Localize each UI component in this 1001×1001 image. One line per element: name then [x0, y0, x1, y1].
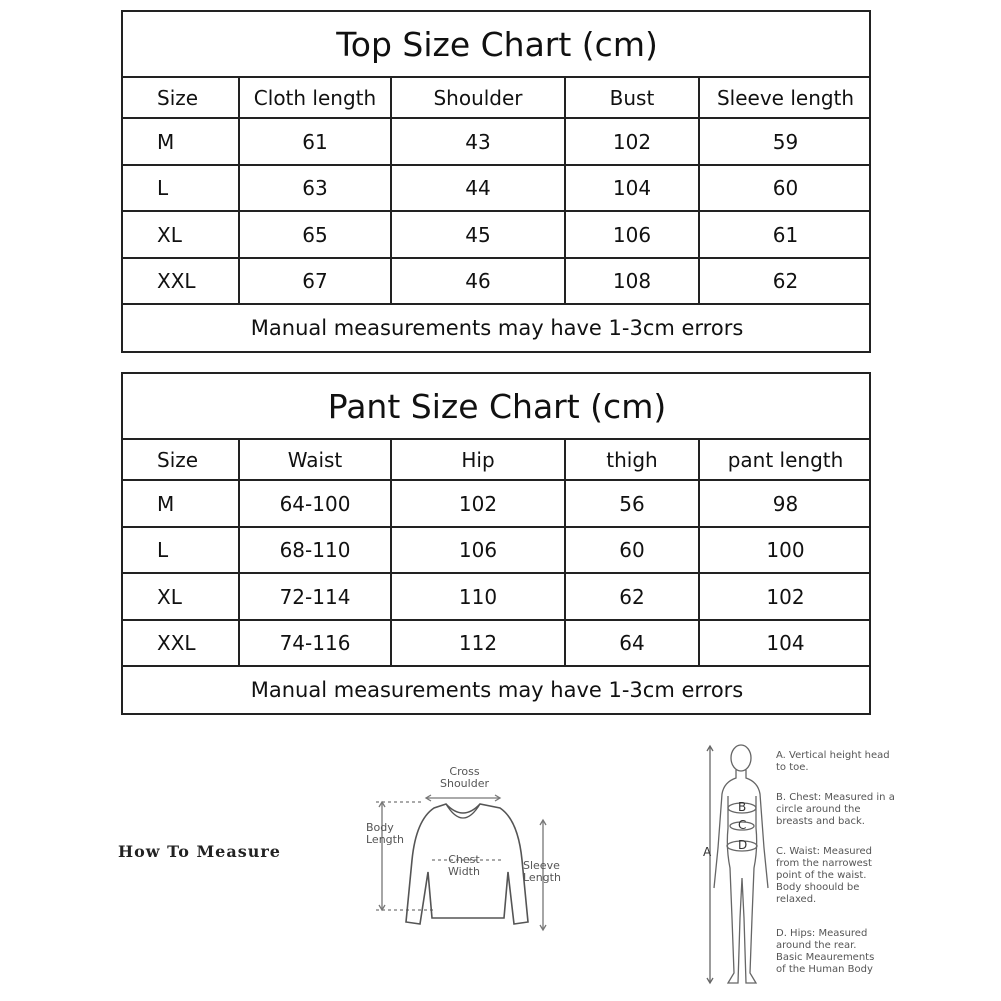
measurement-note: Manual measurements may have 1-3cm errors [123, 304, 871, 351]
table-cell: L [123, 165, 239, 212]
marker-c: C [738, 818, 747, 832]
pant-size-table [123, 374, 871, 713]
marker-b: B [738, 800, 747, 814]
chest-width-label: Chest Width [448, 853, 480, 878]
table-cell: 112 [391, 620, 565, 667]
body-length-label: Body Length [366, 821, 404, 846]
table-cell: 65 [239, 211, 391, 258]
body-note-c: C. Waist: Measured from the narrowest point of the waist. Body shoould be relaxed. [776, 846, 873, 905]
table-row [123, 527, 871, 574]
table-cell: XL [123, 573, 239, 620]
table-cell: 64-100 [239, 480, 391, 527]
table-cell: 67 [239, 258, 391, 305]
table-cell: XXL [123, 258, 239, 305]
table-cell: 106 [391, 527, 565, 574]
table-cell: 44 [391, 165, 565, 212]
table-cell: 104 [699, 620, 871, 667]
table-cell: 60 [565, 527, 699, 574]
cross-shoulder-label: Cross Shoulder [440, 765, 489, 790]
table-cell: 104 [565, 165, 699, 212]
top-size-table [123, 12, 871, 351]
table-row [123, 211, 871, 258]
table-row [123, 118, 871, 165]
table-cell: 59 [699, 118, 871, 165]
body-note-b: B. Chest: Measured in a circle around the breasts and back. [776, 792, 895, 827]
top-chart-title: Top Size Chart (cm) [123, 12, 871, 77]
table-row [123, 573, 871, 620]
table-cell: 62 [699, 258, 871, 305]
table-cell: 56 [565, 480, 699, 527]
table-cell: 68-110 [239, 527, 391, 574]
body-note-a: A. Vertical height head to toe. [776, 750, 890, 773]
table-cell: M [123, 118, 239, 165]
sleeve-length-label: Sleeve Length [523, 859, 561, 884]
table-cell: 64 [565, 620, 699, 667]
column-header: Bust [565, 77, 699, 118]
table-cell: 61 [699, 211, 871, 258]
table-cell: 102 [565, 118, 699, 165]
column-header: Cloth length [239, 77, 391, 118]
pant-chart-title: Pant Size Chart (cm) [123, 374, 871, 439]
top-size-chart [121, 10, 871, 353]
table-cell: 46 [391, 258, 565, 305]
human-body-outline-icon [700, 738, 780, 988]
column-header: Hip [391, 439, 565, 480]
table-cell: 45 [391, 211, 565, 258]
column-header: Shoulder [391, 77, 565, 118]
column-header: Sleeve length [699, 77, 871, 118]
table-cell: 63 [239, 165, 391, 212]
table-cell: 102 [391, 480, 565, 527]
table-row [123, 480, 871, 527]
table-cell: 108 [565, 258, 699, 305]
table-row [123, 620, 871, 667]
table-cell: 61 [239, 118, 391, 165]
table-cell: XXL [123, 620, 239, 667]
table-row [123, 165, 871, 212]
table-cell: 100 [699, 527, 871, 574]
table-cell: 102 [699, 573, 871, 620]
body-note-d: D. Hips: Measured around the rear. Basic Meaurements of the Human Body [776, 928, 875, 975]
table-cell: M [123, 480, 239, 527]
column-header: pant length [699, 439, 871, 480]
table-cell: 74-116 [239, 620, 391, 667]
pant-size-chart [121, 372, 871, 715]
table-cell: 62 [565, 573, 699, 620]
table-cell: 98 [699, 480, 871, 527]
measurement-note: Manual measurements may have 1-3cm errors [123, 666, 871, 713]
column-header: Size [123, 77, 239, 118]
table-cell: 72-114 [239, 573, 391, 620]
table-cell: 106 [565, 211, 699, 258]
column-header: Size [123, 439, 239, 480]
table-cell: XL [123, 211, 239, 258]
marker-a: A [703, 845, 712, 859]
how-to-measure-title: How To Measure [118, 842, 281, 861]
column-header: thigh [565, 439, 699, 480]
table-header-row [123, 439, 871, 480]
table-cell: 110 [391, 573, 565, 620]
body-measure-diagram [700, 738, 910, 988]
table-row [123, 258, 871, 305]
marker-d: D [738, 838, 748, 852]
table-cell: 60 [699, 165, 871, 212]
sweater-measure-diagram [360, 760, 570, 935]
column-header: Waist [239, 439, 391, 480]
table-header-row [123, 77, 871, 118]
table-cell: 43 [391, 118, 565, 165]
table-cell: L [123, 527, 239, 574]
